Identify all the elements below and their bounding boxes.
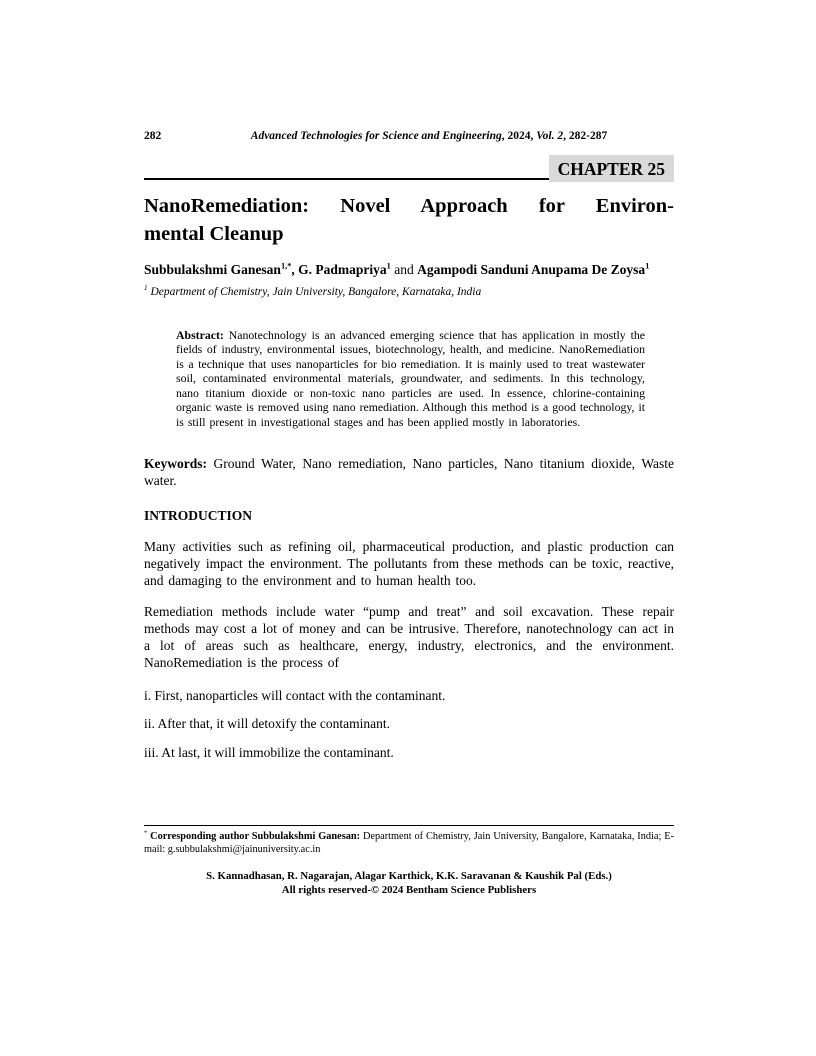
author-1-superscript: 1,* <box>280 261 292 271</box>
process-step-1: i. First, nanoparticles will contact with the contaminant. <box>144 687 446 703</box>
and-word: and <box>390 262 418 277</box>
author-1: Subbulakshmi Ganesan <box>144 262 281 277</box>
chapter-banner <box>144 155 674 180</box>
footnote-marker: * <box>144 829 148 837</box>
rights-line: All rights reserved-© 2024 Bentham Science Publishers <box>281 883 537 896</box>
intro-paragraph-1: Many activities such as refining oil, pharmaceutical production, and plastic production can negatively impact the environment. The pollutants from these methods can be toxic, reactive, and damaging to the environment and to human health too. <box>144 539 674 588</box>
keywords-label: Keywords: <box>144 456 207 471</box>
chapter-label: CHAPTER 25 <box>549 155 674 182</box>
footnote-text: Department of Chemistry, Jain University, Bangalore, Karnataka, India; E-mail: g.subbulakshmi@jainuniversity.ac.in <box>144 831 674 855</box>
article-title <box>144 192 674 248</box>
content-column <box>144 129 674 762</box>
page-footer <box>144 825 674 897</box>
article-title-line2: mental Cleanup <box>144 223 284 245</box>
footnote-bold-text: Corresponding author Subbulakshmi Ganesan: <box>147 831 361 842</box>
affiliation <box>144 285 674 299</box>
running-title <box>144 129 674 144</box>
process-step-2: ii. After that, it will detoxify the contaminant. <box>144 716 390 732</box>
author-separator: , <box>291 262 299 277</box>
journal-volume: Vol. 2 <box>536 130 564 142</box>
corresponding-author-footnote <box>144 825 674 856</box>
abstract <box>144 328 674 430</box>
journal-year: , 2024, <box>501 130 537 142</box>
editors-line: S. Kannadhasan, R. Nagarajan, Alagar Karthick, K.K. Saravanan & Kaushik Pal (Eds.) <box>206 870 612 883</box>
article-title-line1: NanoRemediation: Novel Approach for Environ- <box>144 195 674 217</box>
author-line <box>144 261 674 279</box>
intro-paragraph-2: Remediation methods include water “pump and treat” and soil excavation. These repair methods may cost a lot of money and can be intrusive. Therefore, nanotechnology can act in a lot of areas such as healthcare, energy, industry, electronics, and the environment. NanoRemediation is the process of <box>144 604 674 670</box>
keywords-text: Ground Water, Nano remediation, Nano particles, Nano titanium dioxide, Waste water. <box>144 456 674 488</box>
process-step-3: iii. At last, it will immobilize the contaminant. <box>144 745 394 761</box>
running-head <box>144 129 674 144</box>
author-2: G. Padmapriya <box>298 262 387 277</box>
author-3-superscript: 1 <box>645 261 650 271</box>
section-heading-introduction: INTRODUCTION <box>144 508 253 523</box>
editors-block <box>144 870 674 897</box>
page-number: 282 <box>144 130 162 142</box>
affiliation-marker: 1 <box>144 283 148 292</box>
journal-pages: , 282-287 <box>563 130 608 142</box>
journal-title: Advanced Technologies for Science and Engineering <box>250 130 502 142</box>
author-3: Agampodi Sanduni Anupama De Zoysa <box>417 262 646 277</box>
keywords <box>144 456 674 489</box>
abstract-label: Abstract: <box>176 327 224 342</box>
affiliation-text: Department of Chemistry, Jain University, Bangalore, Karnataka, India <box>147 285 482 298</box>
author-2-superscript: 1 <box>386 261 391 271</box>
abstract-text: Nanotechnology is an advanced emerging science that has application in mostly the fields of industry, environmental issues, biotechnology, health, and medicine. NanoRemediation is a technique that uses nanoparticles for bio remediation. It is mainly used to treat wastewater soil, contaminated environmental materials, groundwater, and sediments. In this technology, nano titanium dioxide or non-toxic nano particles are used. In essence, chlorine-containing organic waste is removed using nano remediation. Although this method is a good technology, it is still present in investigational stages and has been applied mostly in laboratories. <box>176 327 645 429</box>
